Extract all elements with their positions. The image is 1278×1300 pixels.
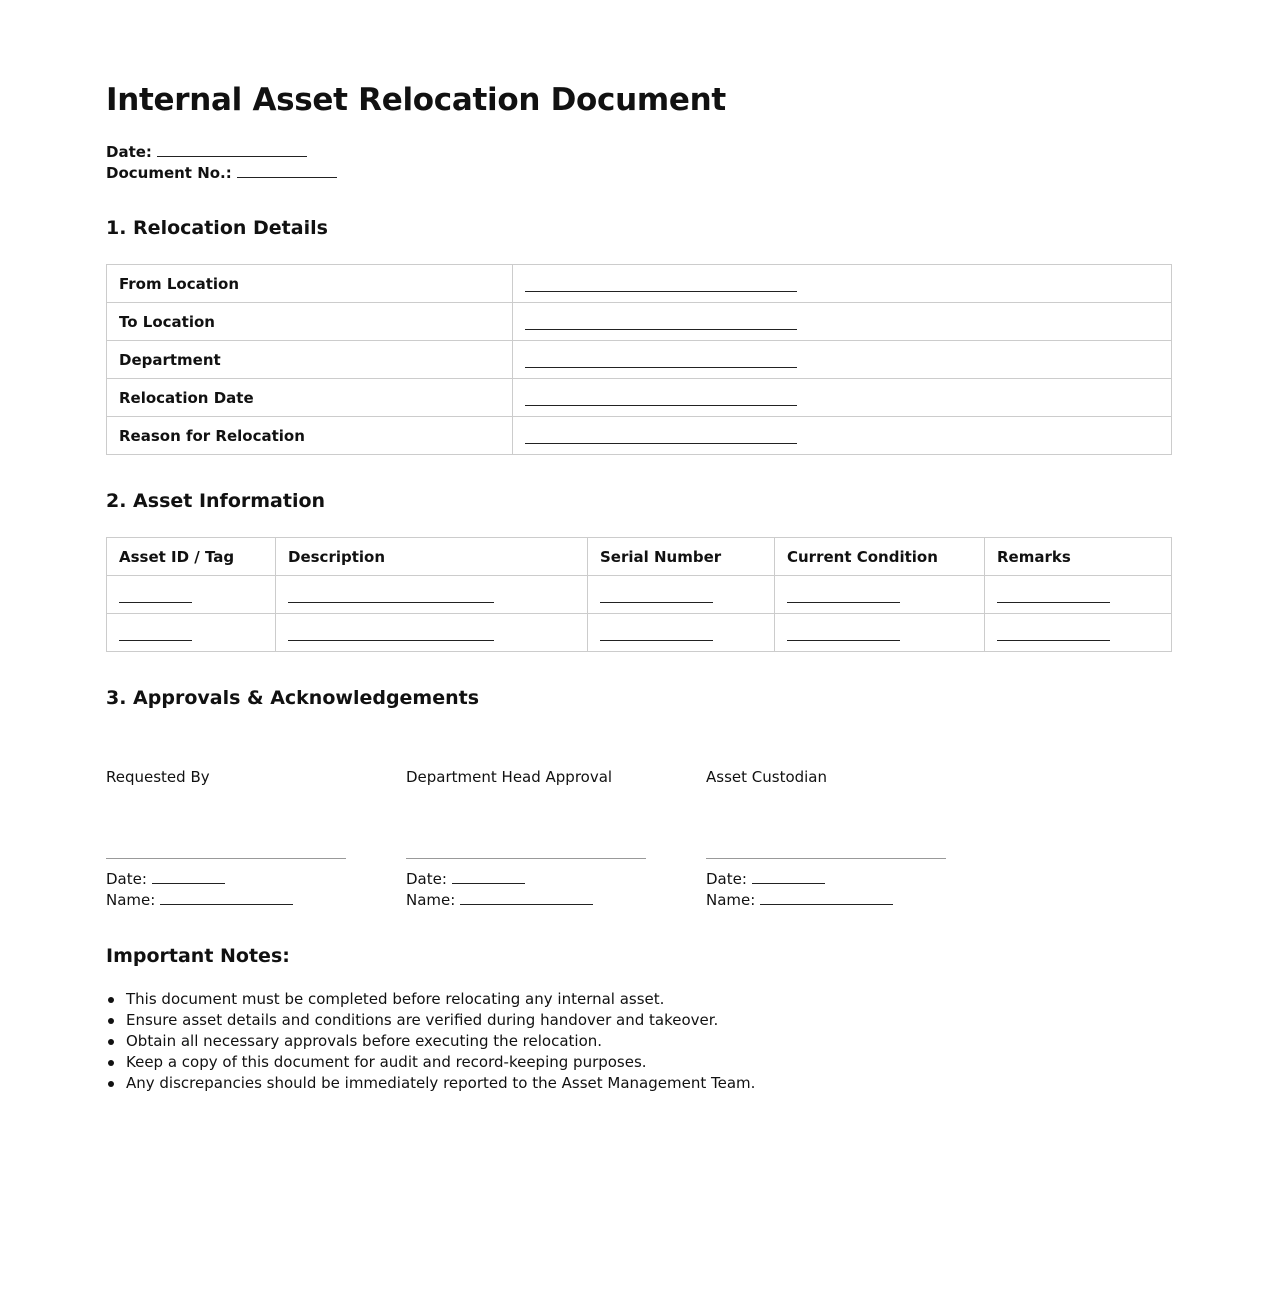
relocation-row-value[interactable]	[513, 341, 1172, 379]
section-title-approvals: 3. Approvals & Acknowledgements	[106, 687, 480, 709]
list-item: Any discrepancies should be immediately reported to the Asset Management Team.	[106, 1073, 755, 1094]
list-item: Ensure asset details and conditions are verified during handover and takeover.	[106, 1010, 755, 1031]
relocation-row-label: To Location	[107, 303, 513, 341]
signature-name-field[interactable]	[760, 892, 893, 905]
relocation-row-value[interactable]	[513, 265, 1172, 303]
remarks-cell[interactable]	[985, 614, 1172, 652]
notes-list	[106, 989, 755, 1094]
signature-name-label: Name:	[706, 891, 756, 909]
description-cell[interactable]	[276, 576, 588, 614]
relocation-row-label: From Location	[107, 265, 513, 303]
list-item: This document must be completed before relocating any internal asset.	[106, 989, 755, 1010]
condition-cell[interactable]	[775, 576, 985, 614]
table-header-row	[107, 538, 1172, 576]
signature-name-field[interactable]	[160, 892, 293, 905]
table-row	[107, 341, 1172, 379]
relocation-row-value[interactable]	[513, 303, 1172, 341]
list-item: Obtain all necessary approvals before executing the relocation.	[106, 1031, 755, 1052]
signature-date-field[interactable]	[452, 871, 525, 884]
serial-number-cell[interactable]	[588, 576, 775, 614]
relocation-row-value[interactable]	[513, 379, 1172, 417]
document-number-row	[106, 163, 337, 184]
table-row	[107, 379, 1172, 417]
list-item: Keep a copy of this document for audit and record-keeping purposes.	[106, 1052, 755, 1073]
column-header-description: Description	[276, 538, 588, 576]
signature-date-field[interactable]	[152, 871, 225, 884]
column-header-asset-id: Asset ID / Tag	[107, 538, 276, 576]
column-header-serial-number: Serial Number	[588, 538, 775, 576]
table-row	[107, 614, 1172, 652]
description-cell[interactable]	[276, 614, 588, 652]
relocation-row-label: Relocation Date	[107, 379, 513, 417]
document-title: Internal Asset Relocation Document	[106, 82, 726, 118]
asset-information-table	[106, 537, 1172, 652]
signature-name-field[interactable]	[460, 892, 593, 905]
relocation-details-table	[106, 264, 1172, 455]
date-label: Date:	[106, 143, 152, 161]
table-row	[107, 303, 1172, 341]
notes-title: Important Notes:	[106, 945, 290, 967]
relocation-row-label: Reason for Relocation	[107, 417, 513, 455]
section-title-relocation: 1. Relocation Details	[106, 217, 328, 239]
remarks-cell[interactable]	[985, 576, 1172, 614]
signature-name-label: Name:	[106, 891, 156, 909]
document-number-label: Document No.:	[106, 164, 232, 182]
date-field[interactable]	[157, 144, 307, 157]
signature-role: Asset Custodian	[706, 768, 828, 786]
column-header-current-condition: Current Condition	[775, 538, 985, 576]
serial-number-cell[interactable]	[588, 614, 775, 652]
table-row	[107, 576, 1172, 614]
signature-date-label: Date:	[406, 870, 447, 888]
signature-date-label: Date:	[706, 870, 747, 888]
signature-date-field[interactable]	[752, 871, 825, 884]
signature-block-department-head	[406, 767, 646, 911]
signature-date-label: Date:	[106, 870, 147, 888]
signature-role: Department Head Approval	[406, 768, 613, 786]
signature-block-requested-by	[106, 767, 346, 911]
signature-line[interactable]	[406, 858, 646, 859]
signature-line[interactable]	[706, 858, 946, 859]
table-row	[107, 265, 1172, 303]
signature-block-asset-custodian	[706, 767, 946, 911]
condition-cell[interactable]	[775, 614, 985, 652]
table-row	[107, 417, 1172, 455]
relocation-row-value[interactable]	[513, 417, 1172, 455]
column-header-remarks: Remarks	[985, 538, 1172, 576]
date-row	[106, 142, 337, 163]
signature-role: Requested By	[106, 768, 210, 786]
relocation-row-label: Department	[107, 341, 513, 379]
document-meta	[106, 142, 337, 184]
section-title-assets: 2. Asset Information	[106, 490, 326, 512]
signature-name-label: Name:	[406, 891, 456, 909]
signature-line[interactable]	[106, 858, 346, 859]
document-number-field[interactable]	[237, 165, 337, 178]
asset-id-cell[interactable]	[107, 576, 276, 614]
asset-id-cell[interactable]	[107, 614, 276, 652]
